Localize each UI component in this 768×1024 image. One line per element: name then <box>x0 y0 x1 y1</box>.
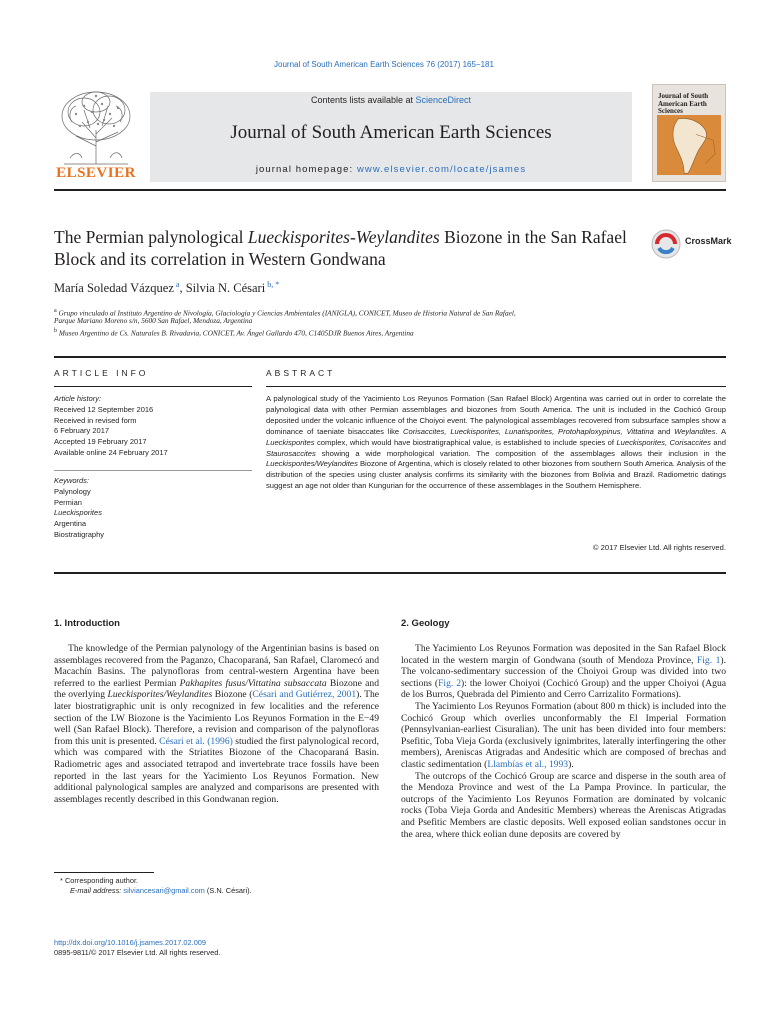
section-heading-introduction: 1. Introduction <box>54 618 120 629</box>
geology-paragraph <box>401 701 726 771</box>
reference-link[interactable]: Césari and Gutiérrez, 2001 <box>252 689 357 701</box>
abstract-segment: showing a wide morphological variation. The composition of the assemblages allows their inclusion in the <box>315 448 726 458</box>
history-item: Accepted 19 February 2017 <box>54 437 147 447</box>
taxa-name: Lueckisporites/Weylandites <box>107 689 213 701</box>
introduction-body <box>54 643 379 805</box>
section-heading-geology: 2. Geology <box>401 618 450 629</box>
taxa-name: Pakhapites fusus/Vittatina subsaccata <box>179 677 327 689</box>
abstract-copyright: © 2017 Elsevier Ltd. All rights reserved. <box>592 543 726 552</box>
text-segment: The Yacimiento Los Reyunos Formation (about 800 m thick) is included into the Cochicó Group which overlies unconformably the El Imperial Formation (Pennsylvanian-earliest Cisuralian). The unit has been divided into four members: Psefitic, Toba Vieja Gorda (exclusively ignimbrites, laterally interfingering the other members), Areniscas Atigradas and Andesitic which are composed of brechas and clastic sedimentation ( <box>401 700 726 770</box>
title-part1: The Permian palynological <box>54 227 248 247</box>
abstract-segment: and <box>653 426 675 436</box>
abstract-segment: and <box>710 437 727 447</box>
text-segment: Biozone and the overlying <box>54 677 379 701</box>
elsevier-tree-icon <box>54 86 138 166</box>
abstract-heading: ABSTRACT <box>266 368 336 378</box>
affiliation-a-cont: Parque Mariano Moreno s/n, 5600 San Rafael, Mendoza, Argentina <box>54 316 253 325</box>
journal-homepage <box>150 164 632 175</box>
geology-body <box>401 643 726 840</box>
abstract-segment: . A <box>715 426 727 436</box>
crossmark-icon <box>651 228 681 260</box>
crossmark-badge[interactable] <box>651 228 731 262</box>
title-part2: Biozone in the San Rafael Block and its correlation in Western Gondwana <box>54 227 627 269</box>
abstract-segment: Biozone of Argentina, which is closely related to other biozones from southern South America. Analysis of the distribution of the species using cluster analysis confirms its similarity with the biozones from Bolivia and Brazil. Radiometric datings suggest an age not older than Kungurian for the occurrence of these assemblages in the Southern Hemisphere. <box>266 459 726 491</box>
footnote-text: Corresponding author. <box>64 876 139 885</box>
author-list: María Soledad Vázquez $^a$, Silvia N. Césari $^{b, *}$ <box>54 280 280 296</box>
journal-name: Journal of South American Earth Sciences <box>230 122 552 143</box>
history-item: Available online 24 February 2017 <box>54 447 168 457</box>
text-segment: ). The volcano-sedimentary succession of the Choiyoi Group was divided into two sections ( <box>401 654 726 689</box>
text-segment: studied the first palynological record, which was compared with the Striatites Biozone of the Chacoparaná Basin. Radiometric ages and associated tetrapod and invertebrate trace fossils have been reported in the last years for the Yacimiento Los Reyunos Formation. New additional palynological samples are analyzed and comparisons are presented with assemblages recently described in this Gondwanan region. <box>54 735 379 805</box>
masthead-rule <box>54 189 726 191</box>
text-segment: ). <box>568 758 574 770</box>
issn-line: 0895-9811/© 2017 Elsevier Ltd. All rights reserved. <box>54 948 221 957</box>
doi-link-line <box>54 938 379 948</box>
history-item: Received 12 September 2016 <box>54 404 154 414</box>
article-history <box>54 394 254 459</box>
cover-title: Journal of South American Earth Sciences <box>658 92 709 115</box>
doi-link[interactable]: http://dx.doi.org/10.1016/j.jsames.2017.02.009 <box>54 938 207 947</box>
abstract-taxa: Weylandites <box>674 426 716 436</box>
history-label: Article history: <box>54 394 102 403</box>
text-segment: Biozone ( <box>212 689 253 701</box>
abstract-text <box>266 394 726 492</box>
affiliation-marker: a <box>54 308 57 314</box>
article-title <box>54 226 634 270</box>
footnote-rule <box>54 872 154 873</box>
abstract-taxa: Lueckisporites/Weylandites <box>266 459 358 469</box>
author-name: María Soledad Vázquez <box>54 281 174 296</box>
sciencedirect-link[interactable]: ScienceDirect <box>415 95 472 105</box>
elsevier-wordmark: ELSEVIER <box>56 165 136 181</box>
geology-paragraph <box>401 643 726 701</box>
abstract-taxa: Lueckisporites <box>266 437 315 447</box>
abstract-rule <box>266 386 726 387</box>
keywords-block <box>54 476 254 541</box>
figure-link[interactable]: Fig. 2 <box>438 677 462 689</box>
geology-paragraph: The outcrops of the Cochicó Group are scarce and disperse in the south area of the Mendoza Province and west of the La Pampa Province. In particular, the outcrops of the Yacimiento Los Reyunos Formation are dominated by volcanic rocks (Toba Vieja Gorda and Andesitic Members) whereas the Areniscas Atigradas and Psefitic Members are clastic deposits. Well exposed eolian sandstones occur in the area, where thick eolian dune deposits are covered by <box>401 770 726 840</box>
reference-link[interactable]: Césari et al. (1996) <box>159 735 233 747</box>
email-label: E-mail address: <box>70 886 124 895</box>
reference-link[interactable]: Llambías et al., 1993 <box>487 758 569 770</box>
front-matter-rule <box>54 356 726 358</box>
text-segment: The Yacimiento Los Reyunos Formation was deposited in the San Rafael Block located in the western margin of Gondwana (south of Mendoza Province, <box>401 643 726 666</box>
keywords-label: Keywords: <box>54 476 90 485</box>
south-america-map-icon <box>657 115 721 175</box>
abstract-taxa: Staurosaccites <box>266 448 316 458</box>
abstract-taxa: Lueckisporites, Corisaccites <box>616 437 711 447</box>
text-segment: ): the lower Choiyoi (Cochicó Group) and the upper Choiyoi (Agua de los Burros, Quebrada del Pimiento and Cerro Carrizalito Formations). <box>401 677 726 701</box>
affiliation-b <box>54 326 694 338</box>
article-info-rule <box>54 386 252 387</box>
footnote-marker: * <box>60 876 63 885</box>
history-item: Received in revised form <box>54 415 137 425</box>
affiliation-a-line1: Grupo vinculado al Instituto Argentino de Nivología, Glaciología y Ciencias Ambientales (IANIGLA), CONICET, Museo de Historia Natural de San Rafael, <box>58 308 516 318</box>
text-segment: The knowledge of the Permian palynology of the Argentinian basins is based on assemblages recovered from the Paganzo, Chacoparaná, San Rafael, Claromecó and Macachín Basins. The palynofloras from central-western Argentina have been referred to the earliest Permian <box>54 643 379 689</box>
email-note <box>54 886 379 896</box>
abstract-segment: A palynological study of the Yacimiento Los Reyunos Formation (San Rafael Block) Argentina was carried out in order to correlate the palynological data with other Permian assemblages and biozones from South America. The unit is included in the Cochicó Group deposited under the volcanic influence of the Choiyoi event. The palynological assemblages recovered from subsurface samples show a dominance of taeniate bisaccates like <box>266 394 726 436</box>
journal-citation[interactable]: Journal of South American Earth Sciences 76 (2017) 165−181 <box>274 60 494 69</box>
keyword: Argentina <box>54 519 87 529</box>
affiliation-marker: b <box>54 328 58 334</box>
email-link[interactable]: silviancesari@gmail.com <box>123 886 205 895</box>
abstract-segment: complex, which would have biostratigraphical value, is established to include species of <box>314 437 617 447</box>
keyword: Biostratigraphy <box>54 529 105 539</box>
figure-link[interactable]: Fig. 1 <box>696 654 721 666</box>
homepage-prefix: journal homepage: <box>255 164 357 175</box>
title-italic-taxa: Lueckisporites-Weylandites <box>247 227 440 247</box>
affiliation-link[interactable]: a <box>175 280 180 289</box>
keyword: Palynology <box>54 486 91 496</box>
homepage-link[interactable]: www.elsevier.com/locate/jsames <box>356 164 527 175</box>
affiliation-link[interactable]: b, * <box>267 280 280 289</box>
author-name: Silvia N. Césari <box>185 281 266 296</box>
email-suffix: (S.N. Césari). <box>204 886 252 895</box>
keyword: Lueckisporites <box>54 508 102 518</box>
abstract-end-rule <box>54 572 726 574</box>
contents-prefix: Contents lists available at <box>310 95 416 105</box>
elsevier-logo[interactable] <box>54 86 138 182</box>
keyword: Permian <box>54 497 82 507</box>
introduction-paragraph <box>54 643 379 805</box>
journal-masthead <box>54 84 726 182</box>
abstract-taxa: Corisaccites, Lueckisporites, Lunatisporites, Protohaploxypinus, Vittatina <box>403 426 654 436</box>
crossmark-label: CrossMark <box>685 236 732 246</box>
contents-line <box>150 95 632 105</box>
article-info-heading: ARTICLE INFO <box>54 368 149 378</box>
history-item: 6 February 2017 <box>54 426 110 436</box>
journal-header-box <box>150 92 632 182</box>
corresponding-author-note <box>54 876 379 886</box>
keywords-rule <box>54 470 252 471</box>
text-segment: ). The later biostratigraphic unit is only recognized in few localities and the reference section of the LW Biozone is the Yacimiento Los Reyunos Formation in the E−49 well (San Rafael Block). Therefore, a revision and comparison of the palynofloras from this unit is presented. <box>54 689 379 747</box>
affiliation-b-text: Museo Argentino de Cs. Naturales B. Rivadavia, CONICET, Av. Ángel Gallardo 470, C1405DJR Buenos Aires, Argentina <box>58 328 414 338</box>
journal-cover[interactable] <box>652 84 726 182</box>
